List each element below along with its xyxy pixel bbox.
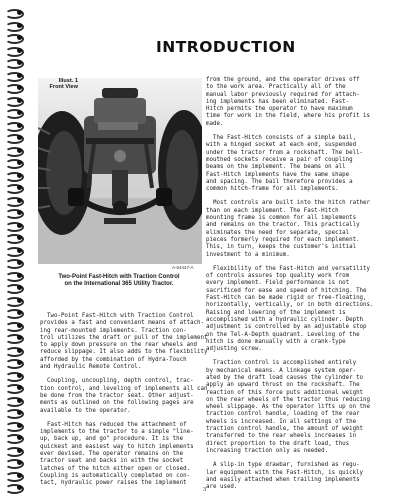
punch-hole (17, 410, 22, 415)
text-line: Coupling is automatically completed on con- (40, 472, 191, 479)
paragraph (206, 77, 384, 128)
spiral-coil (2, 196, 24, 205)
text-line: on the Tel-A-Depth quadrant. Leveling of the (206, 331, 360, 338)
caption-line: on the International 365 Utility Tractor. (64, 281, 174, 288)
text-line: and spacing. The bail therefore provides a (206, 178, 353, 185)
spiral-coil (2, 71, 24, 80)
text-line: from the ground, and the operator drives off (206, 77, 360, 83)
text-line: reduce slippage. It also adds to the flexibility (40, 349, 208, 356)
text-line: available to the operator. (40, 407, 131, 414)
punch-hole (17, 223, 22, 228)
text-line: by mechanical means. A linkage system oper- (206, 367, 357, 374)
text-line: A slip-in type drawbar, furnished as regu- (206, 462, 360, 469)
tractor-photo (38, 78, 202, 264)
punch-hole (17, 273, 22, 278)
spiral-coil (2, 433, 24, 442)
spiral-coil (2, 333, 24, 342)
spiral-coil (2, 221, 24, 230)
spiral-coil (2, 396, 24, 405)
punch-hole (17, 373, 22, 378)
spiral-coil (2, 121, 24, 130)
text-line: mounting frame is common for all implements (206, 215, 357, 222)
text-line: of controls assures top quality work from (206, 273, 350, 280)
text-line: Fast-Hitch has reduced the attachment of (40, 421, 187, 428)
punch-hole (17, 323, 22, 328)
spiral-coil (2, 296, 24, 305)
text-line: Traction control is accomplished entirely (206, 360, 357, 367)
punch-hole (17, 160, 22, 165)
punch-hole (17, 260, 22, 265)
page-title: INTRODUCTION (156, 38, 296, 56)
text-line: are used. (206, 484, 238, 491)
text-line: on the rear wheels of the tractor thus reducing (206, 396, 371, 403)
text-line: Two-Point Fast-Hitch with Traction Control (40, 313, 194, 319)
paragraph (206, 360, 384, 455)
paragraph (206, 266, 384, 354)
text-line: lar equipment with the Fast-Hitch, is quickly (206, 469, 364, 476)
punch-hole (17, 35, 22, 40)
illustration-label-line: Illust. 1 (58, 78, 78, 84)
spiral-coil (2, 171, 24, 180)
text-line: time for work in the field, where his profit is (206, 113, 371, 120)
spiral-coil (2, 146, 24, 155)
spiral-coil (2, 358, 24, 367)
text-line: common hitch-frame for all implements. (206, 186, 339, 193)
spiral-coil (2, 158, 24, 167)
right-column-text (206, 77, 384, 498)
punch-hole (17, 98, 22, 103)
text-line: than on each implement. The Fast-Hitch (206, 207, 339, 214)
text-line: wheels is increased. In all settings of the (206, 418, 357, 425)
text-line: adjusting screw. (206, 346, 262, 353)
punch-hole (17, 248, 22, 253)
spiral-coil (2, 246, 24, 255)
spiral-coil (2, 208, 24, 217)
punch-hole (17, 10, 22, 15)
spiral-coil (2, 471, 24, 480)
spiral-coil (2, 46, 24, 55)
spiral-coil (2, 8, 24, 17)
page-number: 3 (202, 486, 207, 493)
punch-hole (17, 148, 22, 153)
text-line: ing rear-mounted implements. Traction con- (40, 327, 187, 334)
paragraph (206, 200, 384, 258)
photo-id: A-54447-A (172, 265, 194, 270)
text-line: be done from the tractor seat. Other adjust- (40, 392, 194, 399)
punch-hole (17, 335, 22, 340)
text-line: Hitch permits the operator to have maximum (206, 106, 353, 113)
punch-hole (17, 435, 22, 440)
text-line: accomplished with a hydraulic cylinder. Depth (206, 316, 364, 323)
text-line: made. (206, 120, 224, 127)
text-line: apply an upward thrust on the rockshaft. The (206, 382, 360, 389)
text-line: Fast-Hitch implements have the same shape (206, 171, 350, 178)
text-line: ated by the draft load causes the cylinder to (206, 374, 364, 381)
spiral-coil (2, 271, 24, 280)
punch-hole (17, 385, 22, 390)
spiral-coil (2, 33, 24, 42)
spiral-coil (2, 21, 24, 30)
punch-hole (17, 235, 22, 240)
punch-hole (17, 285, 22, 290)
punch-hole (17, 173, 22, 178)
text-line: under the tractor from a rockshaft. The bell- (206, 149, 364, 156)
spiral-coil (2, 58, 24, 67)
text-line: trol utilizes the draft or pull of the implement (40, 334, 208, 341)
text-line: tact, hydraulic power raises the implement (40, 480, 187, 487)
text-line: direct proportion to the draft load, thus (206, 440, 350, 447)
illustration-label (38, 78, 78, 91)
spiral-coil (2, 371, 24, 380)
punch-hole (17, 398, 22, 403)
text-line: latches of the hitch either open or closed. (40, 465, 191, 472)
text-line: pieces formerly required for each implement. (206, 236, 360, 243)
punch-hole (17, 73, 22, 78)
illustration-label-line: Front View (49, 84, 78, 91)
punch-hole (17, 60, 22, 65)
punch-hole (17, 135, 22, 140)
text-line: up, back up, and go" procedure. It is the (40, 436, 184, 443)
spiral-coil (2, 258, 24, 267)
text-line: ments as outlined on the following pages are (40, 400, 194, 407)
punch-hole (17, 23, 22, 28)
text-line: ever devised. The operator remains on the (40, 451, 184, 458)
punch-hole (17, 473, 22, 478)
punch-hole (17, 198, 22, 203)
text-line: implements to the tractor to a simple "line- (40, 429, 194, 436)
spiral-coil (2, 383, 24, 392)
left-column-text (40, 313, 208, 495)
text-line: transferred to the rear wheels increases in (206, 433, 357, 440)
text-line: Fast-Hitch can be made rigid or free-floating, (206, 295, 367, 302)
punch-hole (17, 310, 22, 315)
paragraph (40, 378, 208, 414)
punch-hole (17, 348, 22, 353)
text-line: tion control, and leveling of implements all can (40, 385, 208, 392)
text-line: Most controls are built into the hitch rather (206, 200, 371, 207)
text-line: reaction of this force puts additional weight (206, 389, 364, 396)
spiral-coil (2, 321, 24, 330)
caption-line: Two-Point Fast-Hitch with Traction Control (58, 274, 180, 280)
text-line: adjustment is controlled by an adjustable stop (206, 324, 367, 331)
spiral-coil (2, 133, 24, 142)
text-line: hitch is done manually with a crank-type (206, 338, 346, 345)
text-line: This, in turn, keeps the customer's initial (206, 244, 357, 251)
text-line: Flexibility of the Fast-Hitch and versatility (206, 265, 371, 272)
spiral-coil (2, 108, 24, 117)
spiral-coil (2, 83, 24, 92)
text-line: afforded by the combination of Hydra-Touch (40, 356, 187, 363)
punch-hole (17, 123, 22, 128)
text-line: traction control handle, loading of the rear (206, 411, 360, 418)
spiral-binding (2, 8, 24, 494)
text-line: to the work area. Practically all of the (206, 84, 346, 91)
text-line: mouthed sockets receive a pair of coupling (206, 156, 353, 163)
text-line: wheel slippage. As the operator lifts up on the (206, 404, 371, 411)
spiral-coil (2, 183, 24, 192)
spiral-coil (2, 421, 24, 430)
text-line: ing implements has been eliminated. Fast- (206, 98, 350, 105)
punch-hole (17, 298, 22, 303)
spiral-coil (2, 308, 24, 317)
text-line: and Hydraulic Remote Control. (40, 364, 142, 371)
spiral-coil (2, 458, 24, 467)
text-line: tractor seat and backs in with the socket (40, 458, 184, 465)
spiral-coil (2, 346, 24, 355)
text-line: and remains on the tractor. This practically (206, 222, 360, 229)
text-line: to apply down pressure on the rear wheels and (40, 342, 198, 349)
text-line: with a hinged socket at each end, suspended (206, 142, 357, 149)
text-line: provides a fast and convenient means of attach- (40, 320, 205, 327)
text-line: beams on the implement. The beams on all (206, 164, 346, 171)
paragraph (40, 313, 208, 371)
spiral-coil (2, 233, 24, 242)
punch-hole (17, 85, 22, 90)
punch-hole (17, 460, 22, 465)
text-line: Coupling, uncoupling, depth control, trac- (40, 378, 194, 385)
punch-hole (17, 448, 22, 453)
figure-caption (44, 274, 194, 288)
text-line: manual labor previously required for attach- (206, 91, 360, 98)
text-line: sacrificed for ease and speed of hitching. The (206, 287, 367, 294)
text-line: horizontally, vertically, or in both directions. (206, 302, 374, 309)
punch-hole (17, 185, 22, 190)
spiral-coil (2, 446, 24, 455)
text-line: quickest and easiest way to hitch implements (40, 443, 194, 450)
spiral-coil (2, 96, 24, 105)
spiral-coil (2, 408, 24, 417)
text-line: increasing traction only as needed. (206, 447, 329, 454)
text-line: Raising and lowering of the implement is (206, 309, 346, 316)
spiral-coil (2, 283, 24, 292)
paragraph (40, 422, 208, 488)
text-line: and easily attached when trailing implements (206, 476, 360, 483)
punch-hole (17, 423, 22, 428)
text-line: The Fast-Hitch consists of a simple bail, (206, 135, 357, 142)
punch-hole (17, 210, 22, 215)
text-line: investment to a minimum. (206, 251, 290, 258)
punch-hole (17, 48, 22, 53)
punch-hole (17, 360, 22, 365)
punch-hole (17, 110, 22, 115)
text-line: eliminates the need for separate, special (206, 229, 350, 236)
text-line: every implement. Field performance is not (206, 280, 350, 287)
paragraph (206, 135, 384, 193)
text-line: traction control handle, the amount of weight (206, 426, 364, 433)
